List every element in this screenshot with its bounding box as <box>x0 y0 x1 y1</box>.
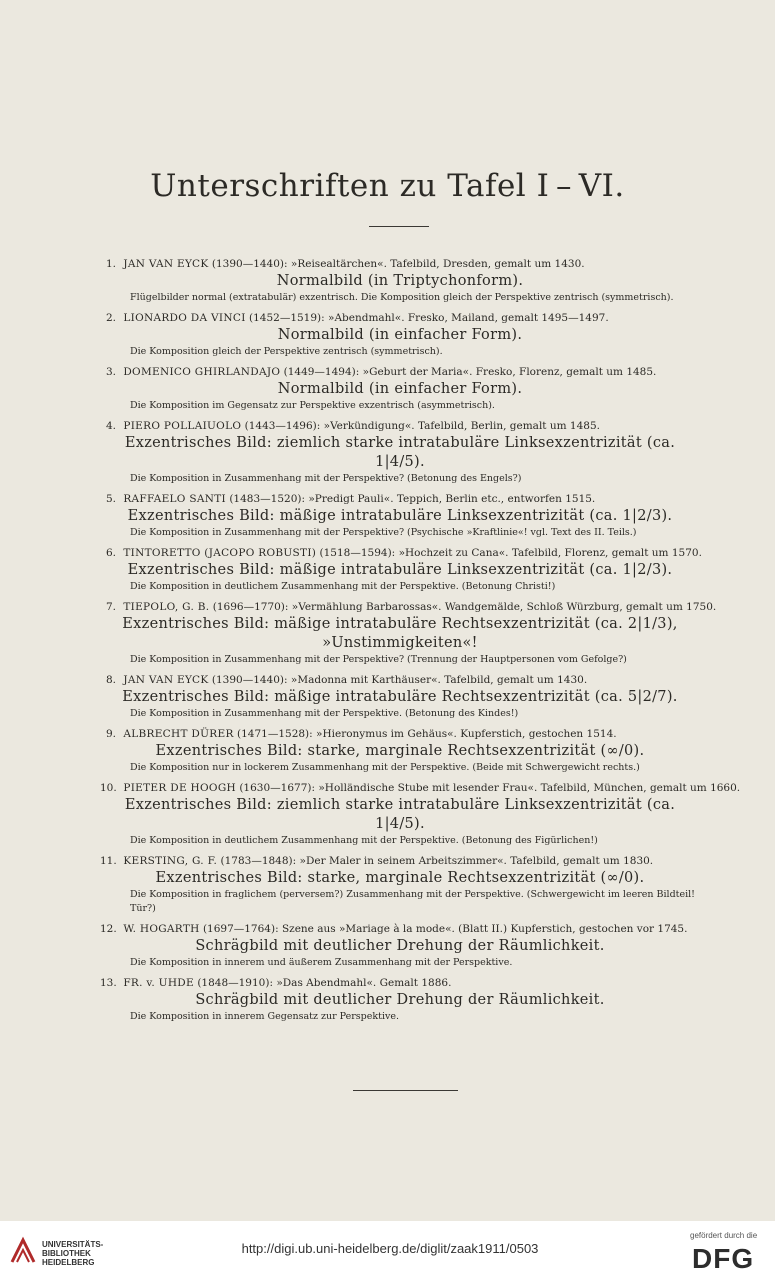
entry-header <box>100 922 700 937</box>
composition-note: Die Komposition in Zusammenhang mit der Perspektive? (Psychische »Kraftlinie«! vgl. Text des II. Teils.) <box>130 527 637 538</box>
classification-caption: Exzentrisches Bild: mäßige intratabuläre Rechtsexzentrizität (ca. 5|2/7). <box>122 689 678 705</box>
caption-entry <box>100 781 741 848</box>
library-line-3: HEIDELBERG <box>42 1258 95 1267</box>
artist-dates: (1630—1677): <box>239 782 316 794</box>
artwork-description: »Hochzeit zu Cana«. Tafelbild, Florenz, gemalt um 1570. <box>398 547 702 559</box>
entry-number: 1. <box>105 258 116 270</box>
composition-note: Die Komposition in deutlichem Zusammenhang mit der Perspektive. (Betonung des Figürlichen!) <box>130 835 598 846</box>
caption-entry <box>100 673 700 721</box>
composition-note: Die Komposition in Zusammenhang mit der Perspektive? (Trennung der Hauptpersonen vom Gefolge?) <box>130 654 627 665</box>
page-title: Unterschriften zu Tafel I – VI. <box>150 168 625 204</box>
artwork-description: »Abendmahl«. Fresko, Mailand, gemalt 1495—1497. <box>328 312 609 324</box>
caption-entry <box>100 419 700 486</box>
caption-entry <box>100 727 700 775</box>
artist-dates: (1518—1594): <box>319 547 396 559</box>
artist-dates: (1390—1440): <box>211 674 288 686</box>
classification-caption: Exzentrisches Bild: mäßige intratabuläre Linksexzentrizität (ca. 1|2/3). <box>127 562 673 578</box>
artist-name: LIONARDO DA VINCI <box>123 312 246 324</box>
entry-number: 7. <box>105 601 116 613</box>
composition-note: Die Komposition in innerem und äußerem Zusammenhang mit der Perspektive. <box>130 957 513 968</box>
entry-number: 4. <box>105 420 116 432</box>
classification-caption: Schrägbild mit deutlicher Drehung der Räumlichkeit. <box>195 938 605 954</box>
entry-number: 9. <box>105 728 116 740</box>
artist-name: JAN VAN EYCK <box>123 258 209 270</box>
entry-header <box>100 976 700 991</box>
artwork-description: »Der Maler in seinem Arbeitszimmer«. Tafelbild, gemalt um 1830. <box>299 855 654 867</box>
composition-note: Die Komposition in deutlichem Zusammenhang mit der Perspektive. (Betonung Christi!) <box>130 581 556 592</box>
entry-number: 12. <box>100 923 117 935</box>
artist-name: RAFFAELO SANTI <box>123 493 226 505</box>
artist-dates: (1697—1764): <box>202 923 279 935</box>
artist-name: KERSTING, G. F. <box>123 855 218 867</box>
artwork-description: »Hieronymus im Gehäus«. Kupferstich, gestochen 1514. <box>316 728 617 740</box>
artist-name: TINTORETTO (JACOPO ROBUSTI) <box>123 547 317 559</box>
artwork-description: »Geburt der Maria«. Fresko, Florenz, gemalt um 1485. <box>362 366 657 378</box>
classification-caption: Normalbild (in Triptychonform). <box>276 273 524 289</box>
caption-entry <box>100 600 717 667</box>
artist-name: JAN VAN EYCK <box>123 674 209 686</box>
artwork-description: »Verkündigung«. Tafelbild, Berlin, gemalt um 1485. <box>323 420 600 432</box>
caption-list <box>100 257 741 1030</box>
entry-header <box>100 419 700 434</box>
entry-number: 10. <box>100 782 117 794</box>
artist-name: PIETER DE HOOGH <box>123 782 236 794</box>
entry-header <box>100 673 700 688</box>
composition-note: Die Komposition in Zusammenhang mit der Perspektive? (Betonung des Engels?) <box>130 473 522 484</box>
classification-caption: Exzentrisches Bild: ziemlich starke intratabuläre Linksexzentrizität (ca. 1|4/5). <box>124 435 676 470</box>
entry-number: 6. <box>105 547 116 559</box>
entry-header <box>100 365 700 380</box>
caption-entry <box>100 976 700 1024</box>
library-line-1: UNIVERSITÄTS- <box>42 1240 104 1249</box>
entry-header <box>100 727 700 742</box>
caption-entry <box>100 492 700 540</box>
artist-name: ALBRECHT DÜRER <box>123 728 234 740</box>
caption-entry <box>100 257 700 305</box>
artist-dates: (1848—1910): <box>197 977 273 989</box>
classification-caption: Exzentrisches Bild: mäßige intratabuläre Linksexzentrizität (ca. 1|2/3). <box>127 508 673 524</box>
entry-number: 8. <box>105 674 116 686</box>
artwork-description: »Das Abendmahl«. Gemalt 1886. <box>276 977 452 989</box>
artist-dates: (1390—1440): <box>211 258 288 270</box>
entry-header <box>100 854 700 869</box>
artist-name: TIEPOLO, G. B. <box>123 601 210 613</box>
classification-caption: Schrägbild mit deutlicher Drehung der Räumlichkeit. <box>195 992 605 1008</box>
classification-caption: Exzentrisches Bild: mäßige intratabuläre Rechtsexzentrizität (ca. 2|1/3), »Unstimmigkeiten«! <box>122 616 678 651</box>
artwork-description: »Vermählung Barbarossas«. Wandgemälde, Schloß Würzburg, gemalt um 1750. <box>291 601 717 613</box>
artist-name: PIERO POLLAIUOLO <box>123 420 242 432</box>
caption-entry <box>100 546 700 594</box>
composition-note: Die Komposition nur in lockerem Zusammenhang mit der Perspektive. (Beide mit Schwergewicht rechts.) <box>130 762 640 773</box>
entry-header <box>100 546 700 561</box>
classification-caption: Exzentrisches Bild: starke, marginale Rechtsexzentrizität (∞/0). <box>155 870 645 886</box>
caption-entry <box>100 854 700 916</box>
classification-caption: Normalbild (in einfacher Form). <box>277 327 523 343</box>
artwork-description: »Holländische Stube mit lesender Frau«. Tafelbild, München, gemalt um 1660. <box>318 782 741 794</box>
artwork-description: »Madonna mit Karthäuser«. Tafelbild, gemalt um 1430. <box>290 674 588 686</box>
entry-number: 5. <box>105 493 116 505</box>
entry-number: 13. <box>100 977 117 989</box>
classification-caption: Exzentrisches Bild: starke, marginale Rechtsexzentrizität (∞/0). <box>155 743 645 759</box>
artist-dates: (1696—1770): <box>212 601 289 613</box>
artist-dates: (1443—1496): <box>244 420 321 432</box>
artist-dates: (1483—1520): <box>229 493 306 505</box>
entry-header <box>100 781 741 796</box>
caption-entry <box>100 311 700 359</box>
artist-dates: (1452—1519): <box>249 312 325 324</box>
artist-dates: (1471—1528): <box>237 728 313 740</box>
entry-header <box>100 311 700 326</box>
composition-note: Die Komposition in innerem Gegensatz zur Perspektive. <box>130 1011 399 1022</box>
artwork-description: »Predigt Pauli«. Teppich, Berlin etc., entworfen 1515. <box>308 493 596 505</box>
entry-number: 11. <box>100 855 117 867</box>
caption-entry <box>100 922 700 970</box>
library-line-2: BIBLIOTHEK <box>42 1249 91 1258</box>
artwork-description: »Reisealtärchen«. Tafelbild, Dresden, gemalt um 1430. <box>290 258 585 270</box>
entry-header <box>100 492 700 507</box>
composition-note: Die Komposition gleich der Perspektive zentrisch (symmetrisch). <box>130 346 443 357</box>
caption-entry <box>100 365 700 413</box>
artist-name: DOMENICO GHIRLANDAJO <box>123 366 281 378</box>
permalink-url[interactable]: http://digi.ub.uni-heidelberg.de/diglit/zaak1911/0503 <box>241 1241 539 1256</box>
bottom-divider <box>353 1090 458 1091</box>
classification-caption: Normalbild (in einfacher Form). <box>277 381 523 397</box>
title-divider <box>369 226 429 227</box>
composition-note: Die Komposition im Gegensatz zur Perspektive exzentrisch (asymmetrisch). <box>130 400 495 411</box>
dfg-logo[interactable]: DFG <box>692 1243 755 1274</box>
artwork-description: Szene aus »Mariage à la mode«. (Blatt II.) Kupferstich, gestochen vor 1745. <box>281 923 688 935</box>
entry-number: 3. <box>105 366 116 378</box>
composition-note: Die Komposition in Zusammenhang mit der Perspektive. (Betonung des Kindes!) <box>130 708 519 719</box>
entry-number: 2. <box>105 312 116 324</box>
composition-note: Die Komposition in fraglichem (perversem?) Zusammenhang mit der Perspektive. (Schwergewicht im leeren Bildteil! Tür?) <box>130 889 695 914</box>
artist-dates: (1783—1848): <box>220 855 297 867</box>
artist-dates: (1449—1494): <box>283 366 360 378</box>
entry-header <box>100 600 717 615</box>
classification-caption: Exzentrisches Bild: ziemlich starke intratabuläre Linksexzentrizität (ca. 1|4/5). <box>124 797 676 832</box>
entry-header <box>100 257 700 272</box>
composition-note: Flügelbilder normal (extratabulär) exzentrisch. Die Komposition gleich der Perspektive zentrisch (symmetrisch). <box>130 292 674 303</box>
artist-name: FR. v. UHDE <box>123 977 194 989</box>
funding-note: gefördert durch die <box>690 1231 758 1240</box>
artist-name: W. HOGARTH <box>123 923 200 935</box>
